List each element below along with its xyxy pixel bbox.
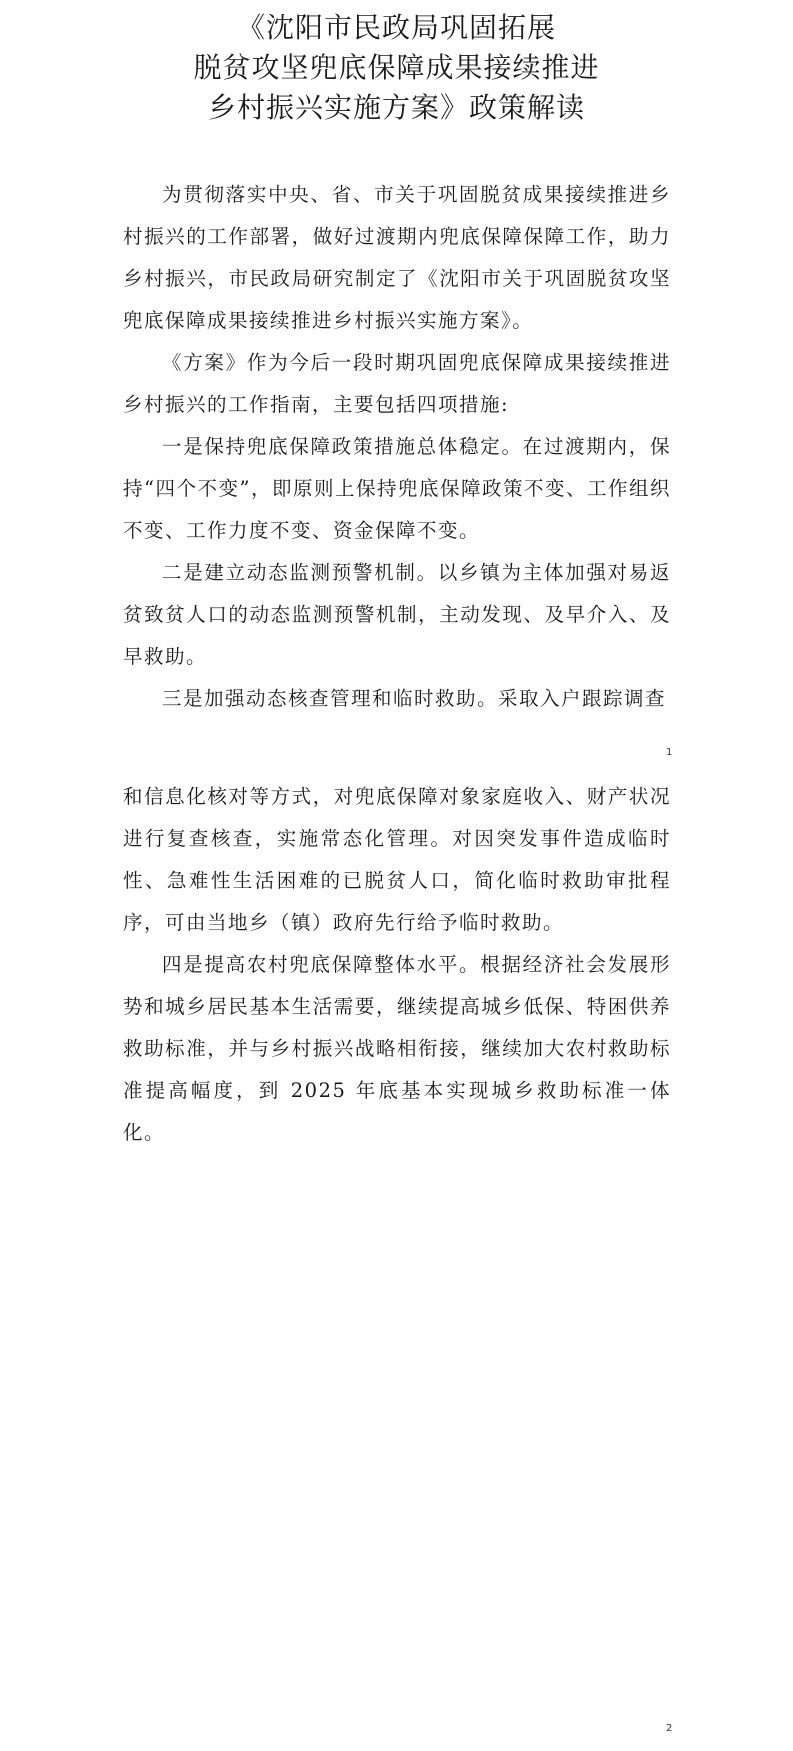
paragraph-plan-overview: 《方案》作为今后一段时期巩固兜底保障成果接续推进乡村振兴的工作指南，主要包括四项措施: xyxy=(123,351,671,416)
page-number-2: 2 xyxy=(666,1723,673,1734)
page-2-body xyxy=(123,776,671,1154)
page-number-1: 1 xyxy=(666,747,673,758)
page-1-body xyxy=(123,174,671,720)
title-line-2: 脱贫攻坚兜底保障成果接续推进 xyxy=(193,51,600,84)
paragraph-measure-4: 四是提高农村兜底保障整体水平。根据经济社会发展形势和城乡居民基本生活需要，继续提高城乡低保、特困供养救助标准，并与乡村振兴战略相衔接，继续加大农村救助标准提高幅度，到 2025 年底基本实现城乡救助标准一体化。 xyxy=(123,953,671,1144)
title-line-1: 《沈阳市民政局巩固拓展 xyxy=(236,11,556,44)
title-line-3: 乡村振兴实施方案》政策解读 xyxy=(207,91,585,124)
paragraph-measure-2: 二是建立动态监测预警机制。以乡镇为主体加强对易返贫致贫人口的动态监测预警机制，主动发现、及早介入、及早救助。 xyxy=(123,561,671,668)
paragraph-measure-1: 一是保持兜底保障政策措施总体稳定。在过渡期内，保持“四个不变”，即原则上保持兜底保障政策不变、工作组织不变、工作力度不变、资金保障不变。 xyxy=(123,435,671,542)
paragraph-intro: 为贯彻落实中央、省、市关于巩固脱贫成果接续推进乡村振兴的工作部署，做好过渡期内兜底保障保障工作，助力乡村振兴，市民政局研究制定了《沈阳市关于巩固脱贫攻坚兜底保障成果接续推进乡村振兴实施方案》。 xyxy=(123,183,671,332)
document-title xyxy=(0,8,793,128)
paragraph-measure-3-start: 三是加强动态核查管理和临时救助。采取入户跟踪调查 xyxy=(162,687,667,710)
paragraph-measure-3-continued: 和信息化核对等方式，对兜底保障对象家庭收入、财产状况进行复查核查，实施常态化管理。对因突发事件造成临时性、急难性生活困难的已脱贫人口，简化临时救助审批程序，可由当地乡（镇）政府先行给予临时救助。 xyxy=(123,785,671,934)
